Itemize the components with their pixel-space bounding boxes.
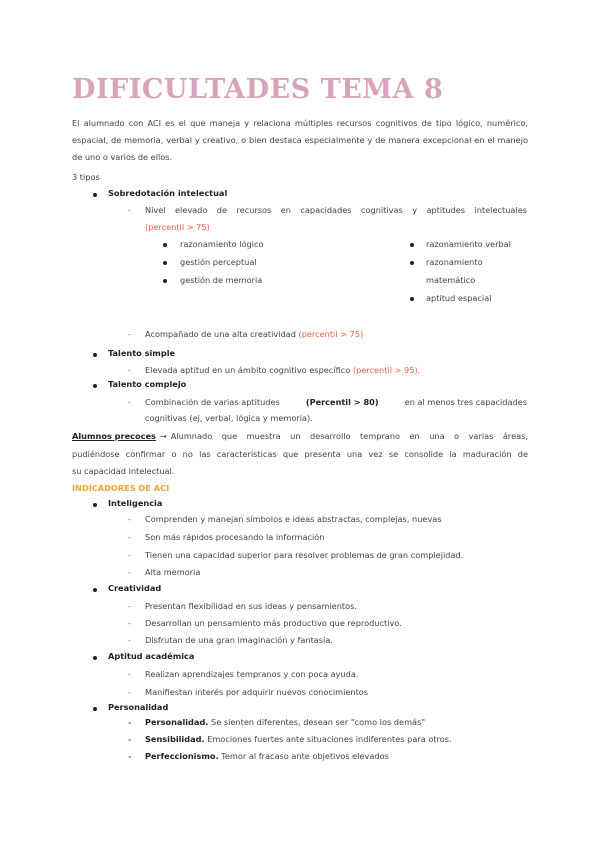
left-item-1: razonamiento lógico [180,239,264,249]
aptitud-item-2: Manifiestan interés por adquirir nuevos conocimientos [145,687,369,697]
dash-icon: - [128,568,131,577]
talento-complejo-percentil: (Percentil > 80) [305,397,379,407]
intro-paragraph: El alumnado con ACI es el que maneja y relaciona múltiples recursos cognitivos de tipo lógico, numérico, espacial, de memoria, verbal y creativo, o bien destaca especialmente y de manera excepcional en el manejo de uno o varios de ellos. [72,118,528,162]
inteligencia-heading: Inteligencia [108,498,163,508]
dash-icon: - [128,551,131,560]
talento-simple-desc: Elevada aptitud en un ámbito cognitivo específico [145,365,351,375]
dash-icon: - [128,619,131,628]
dash-icon: - [128,670,131,679]
bullet-icon [163,261,167,265]
sobredotacion-heading: Sobredotación intelectual [108,188,228,198]
bullet-icon [93,193,97,197]
right-item-1: razonamiento verbal [426,239,511,249]
bullet-icon [410,243,414,247]
creatividad-item-3: Disfrutan de una gran imaginación y fantasía. [145,635,333,645]
dash-icon: - [128,206,131,215]
dash-icon: - [128,602,131,611]
personalidad-text-3: Temor al fracaso ante objetivos elevados [221,751,389,761]
right-item-3: aptitud espacial [426,293,492,303]
talento-simple-heading: Talento simple [108,348,176,358]
bullet-icon [410,261,414,265]
tipos-label: 3 tipos [72,172,100,182]
bullet-icon [93,707,97,711]
precoces-line3: su capacidad intelectual. [72,466,175,476]
dash-icon: - [128,718,132,727]
inteligencia-item-3: Tienen una capacidad superior para resolver problemas de gran complejidad. [145,550,464,560]
left-item-2: gestión perceptual [180,257,257,267]
aptitud-heading: Aptitud académica [108,651,195,661]
personalidad-label-2: Sensibilidad. [145,734,205,744]
precoces-line1: Alumnado que muestra un desarrollo temprano en una o varias áreas, [170,431,528,441]
precoces-line2: pudiéndose confirmar o no las características que presenta una vez se consolide la maduración de [72,449,528,459]
sobredotacion-desc-2: Acompañado de una alta creatividad [145,329,296,339]
bullet-icon [93,588,97,592]
personalidad-text-2: Emociones fuertes ante situaciones indiferentes para otros. [207,734,452,744]
bullet-icon [93,353,97,357]
right-item-2: razonamiento [426,257,483,267]
inteligencia-item-1: Comprenden y manejan símbolos e ideas abstractas, complejas, nuevas [145,514,442,524]
sobredotacion-desc-1: Nivel elevado de recursos en capacidades cognitivas y aptitudes intelectuales [145,205,527,215]
talento-complejo-line1-c: en al menos tres capacidades [404,397,527,407]
dash-icon: - [128,398,131,407]
bullet-icon [410,297,414,301]
personalidad-label-3: Perfeccionismo. [145,751,219,761]
dash-icon: - [128,752,132,761]
bullet-icon [163,243,167,247]
personalidad-label-1: Personalidad. [145,717,209,727]
talento-complejo-line1-a: Combinación de varias aptitudes [145,397,280,407]
indicadores-heading: INDICADORES DE ACI [72,483,170,493]
talento-complejo-line2: cognitivas (ej, verbal, lógica y memoria). [145,413,313,423]
talento-complejo-heading: Talento complejo [108,379,187,389]
bullet-icon [93,656,97,660]
dash-icon: - [128,533,131,542]
talento-simple-percentil: (percentil > 95). [352,365,421,375]
precoces-heading: Alumnos precoces [72,431,156,441]
dash-icon: - [128,330,131,339]
left-item-3: gestión de memoria [180,275,263,285]
arrow-icon: → [159,431,167,441]
creatividad-heading: Creatividad [108,583,162,593]
creatividad-item-1: Presentan flexibilidad en sus ideas y pensamientos. [145,601,357,611]
sobredotacion-percentil-1: (percentil > 75) [145,222,210,232]
bullet-icon [93,503,97,507]
personalidad-heading: Personalidad [108,702,169,712]
dash-icon: - [128,636,131,645]
creatividad-item-2: Desarrollan un pensamiento más productivo que reproductivo. [145,618,402,628]
inteligencia-item-2: Son más rápidos procesando la información [145,532,325,542]
dash-icon: - [128,515,131,524]
inteligencia-item-4: Alta memoria [145,567,201,577]
page-title: DIFICULTADES TEMA 8 [72,74,444,105]
bullet-icon [93,384,97,388]
dash-icon: - [128,735,132,744]
sobredotacion-percentil-2: (percentil > 75) [298,329,364,339]
personalidad-text-1: Se sienten diferentes, desean ser "como los demás" [211,717,426,727]
right-item-2-cont: matemático [426,275,476,285]
dash-icon: - [128,688,131,697]
bullet-icon [163,279,167,283]
dash-icon: - [128,366,131,375]
aptitud-item-1: Realizan aprendizajes tempranos y con poca ayuda. [145,669,359,679]
